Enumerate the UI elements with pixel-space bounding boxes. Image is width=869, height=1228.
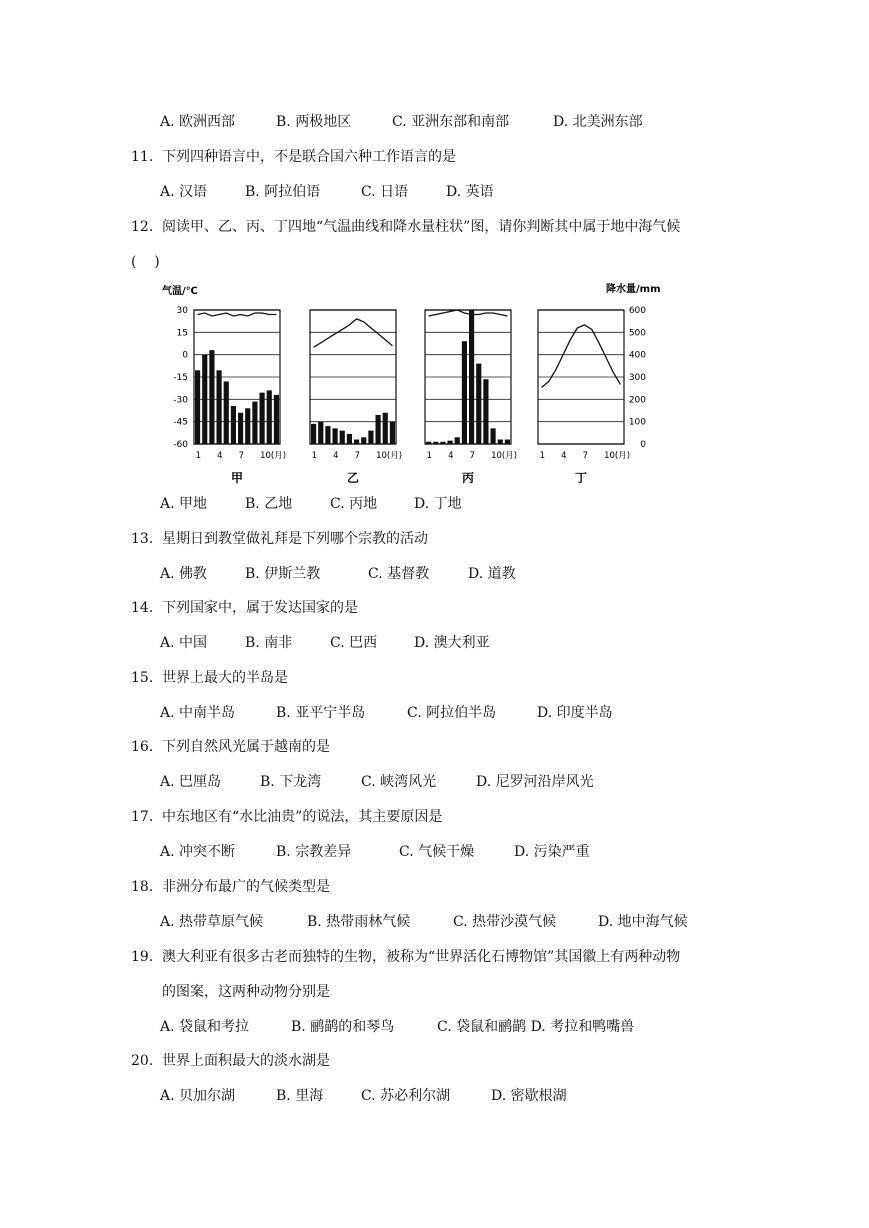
q15-option-a: A. 中南半岛 [160,705,236,721]
q18-option-c: C. 热带沙漠气候 [453,914,557,930]
x-tick-label: 10(月) [260,451,287,461]
q20-option-c: C. 苏必利尔湖 [361,1088,451,1104]
precipitation-bar [383,413,388,444]
x-tick-label: 7 [582,451,589,461]
question-13-number: 13. [131,531,154,547]
question-18-text: 非洲分布最广的气候类型是 [162,879,330,895]
precipitation-bar [217,370,222,444]
precipitation-bar [448,441,453,444]
q12-option-d: D. 丁地 [414,496,462,512]
q19-option-b: B. 鹂鹋的和琴鸟 [291,1019,395,1035]
panel-name-label: 乙 [346,471,360,485]
question-19-number: 19. [131,949,154,965]
q19-option-c: C. 袋鼠和鹂鹋 D. 考拉和鸭嘴兽 [437,1019,635,1035]
y-left-tick-label: -30 [173,395,188,406]
x-tick-label: 1 [539,451,546,461]
q11-option-d: D. 英语 [446,184,494,200]
q18-option-a: A. 热带草原气候 [160,914,264,930]
precipitation-bar [347,434,352,444]
question-15-number: 15. [131,670,154,686]
precipitation-bar [325,426,330,444]
q11-option-c: C. 日语 [361,184,409,200]
precipitation-bar [311,424,316,444]
precipitation-bar [231,406,236,444]
precipitation-bar [252,402,257,444]
precipitation-bar [462,341,467,444]
question-19-text-cont: 的图案，这两种动物分别是 [162,984,330,1000]
question-12-answer-blank: ( ) [131,254,160,270]
q16-option-d: D. 尼罗河沿岸风光 [476,774,594,790]
panel-name-label: 丁 [574,471,588,485]
precipitation-bar [209,350,214,444]
q15-option-b: B. 亚平宁半岛 [276,705,366,721]
question-20-text: 世界上面积最大的淡水湖是 [162,1053,330,1069]
precipitation-bar [361,437,366,444]
q10-option-d: D. 北美洲东部 [553,114,643,130]
panel-name-label: 丙 [461,471,475,485]
q14-option-d: D. 澳大利亚 [414,635,490,651]
question-18-number: 18. [131,879,154,895]
q13-option-a: A. 佛教 [160,566,208,582]
precipitation-bar [202,355,207,444]
q20-option-d: D. 密歇根湖 [491,1088,567,1104]
q17-option-a: A. 冲突不断 [160,844,236,860]
q18-option-b: B. 热带雨林气候 [307,914,411,930]
q14-option-c: C. 巴西 [330,635,378,651]
temperature-curve [314,319,393,347]
y-right-tick-label: 300 [628,373,646,383]
x-tick-label: 10(月) [491,451,518,461]
question-14-number: 14. [131,600,154,616]
q10-option-c: C. 亚洲东部和南部 [392,114,510,130]
x-tick-label: 4 [448,451,454,461]
precipitation-bar [340,431,345,444]
x-tick-label: 10(月) [604,451,631,461]
q13-option-b: B. 伊斯兰教 [245,566,321,582]
precipitation-bar [376,415,381,444]
precipitation-bar [426,442,431,444]
question-12-number: 12. [131,219,154,235]
x-tick-label: 7 [469,451,476,461]
precipitation-bar [224,381,229,444]
x-tick-label: 7 [238,451,245,461]
temperature-curve [198,313,277,316]
precipitation-bar [333,428,338,444]
climate-charts-figure [160,280,700,490]
q16-option-c: C. 峡湾风光 [361,774,437,790]
y-left-tick-label: 15 [176,328,188,339]
precipitation-bar [368,431,373,444]
question-12-text: 阅读甲、乙、丙、丁四地“气温曲线和降水量柱状”图，请你判断其中属于地中海气候 [162,219,681,235]
temperature-curve [542,325,621,388]
precipitation-bar [238,413,243,444]
q14-option-a: A. 中国 [160,635,208,651]
precipitation-bar [505,440,510,444]
y-left-tick-label: -45 [173,417,188,428]
question-20-number: 20. [131,1053,154,1069]
q16-option-b: B. 下龙湾 [260,774,322,790]
y-right-tick-label: 0 [640,440,646,450]
y-left-tick-label: -60 [173,440,188,450]
q20-option-a: A. 贝加尔湖 [160,1088,236,1104]
x-tick-label: 1 [311,451,318,461]
x-tick-label: 1 [426,451,433,461]
question-17-number: 17. [131,809,154,825]
y-right-tick-label: 400 [628,350,646,361]
q11-option-a: A. 汉语 [160,184,208,200]
q12-option-c: C. 丙地 [330,496,378,512]
y-right-tick-label: 500 [628,328,646,339]
precipitation-bar [455,437,460,444]
question-15-text: 世界上最大的半岛是 [162,670,288,686]
y-right-tick-label: 200 [628,395,646,406]
q12-option-a: A. 甲地 [160,496,208,512]
q12-option-b: B. 乙地 [245,496,293,512]
precipitation-bar [267,390,272,444]
q18-option-d: D. 地中海气候 [598,914,688,930]
precipitation-bar [354,440,359,444]
precipitation-bar [390,422,395,444]
y-left-tick-label: 30 [176,306,188,316]
question-14-text: 下列国家中，属于发达国家的是 [162,600,358,616]
question-13-text: 星期日到教堂做礼拜是下列哪个宗教的活动 [162,531,428,547]
y-left-tick-label: -15 [173,373,188,383]
question-17-text: 中东地区有“水比油贵”的说法，其主要原因是 [162,809,443,825]
x-tick-label: 4 [561,451,567,461]
precipitation-bar [498,440,503,444]
y-left-axis-label: 气温/℃ [162,286,198,297]
q19-option-a: A. 袋鼠和考拉 [160,1019,250,1035]
q10-option-b: B. 两极地区 [276,114,352,130]
y-right-tick-label: 100 [628,417,646,428]
precipitation-bar [440,442,445,444]
precipitation-bar [476,364,481,444]
q17-option-b: B. 宗教差异 [276,844,352,860]
y-right-tick-label: 600 [628,306,646,316]
precipitation-bar [318,422,323,444]
y-right-axis-label: 降水量/mm [606,284,661,295]
x-tick-label: 4 [217,451,223,461]
q15-option-c: C. 阿拉伯半岛 [407,705,497,721]
q17-option-d: D. 污染严重 [514,844,590,860]
question-11-text: 下列四种语言中，不是联合国六种工作语言的是 [162,149,456,165]
precipitation-bar [260,393,265,444]
q16-option-a: A. 巴厘岛 [160,774,222,790]
q10-option-a: A. 欧洲西部 [160,114,236,130]
q13-option-c: C. 基督教 [368,566,430,582]
precipitation-bar [245,408,250,444]
panel-name-label: 甲 [230,471,244,485]
question-19-text: 澳大利亚有很多古老而独特的生物，被称为“世界活化石博物馆”其国徽上有两种动物 [162,949,681,965]
precipitation-bar [483,379,488,444]
question-16-text: 下列自然风光属于越南的是 [162,739,330,755]
y-left-tick-label: 0 [182,350,188,361]
question-11-number: 11. [131,149,154,165]
x-tick-label: 7 [354,451,361,461]
precipitation-bar [195,370,200,444]
x-tick-label: 10(月) [376,451,403,461]
x-tick-label: 1 [195,451,202,461]
x-tick-label: 4 [333,451,339,461]
q14-option-b: B. 南非 [245,635,293,651]
precipitation-bar [469,310,474,444]
precipitation-bar [274,395,279,444]
precipitation-bar [433,442,438,444]
q17-option-c: C. 气候干燥 [399,844,475,860]
q15-option-d: D. 印度半岛 [537,705,613,721]
question-16-number: 16. [131,739,154,755]
q20-option-b: B. 里海 [276,1088,324,1104]
q11-option-b: B. 阿拉伯语 [245,184,321,200]
temperature-curve [429,310,508,316]
q13-option-d: D. 道教 [468,566,516,582]
precipitation-bar [491,428,496,444]
